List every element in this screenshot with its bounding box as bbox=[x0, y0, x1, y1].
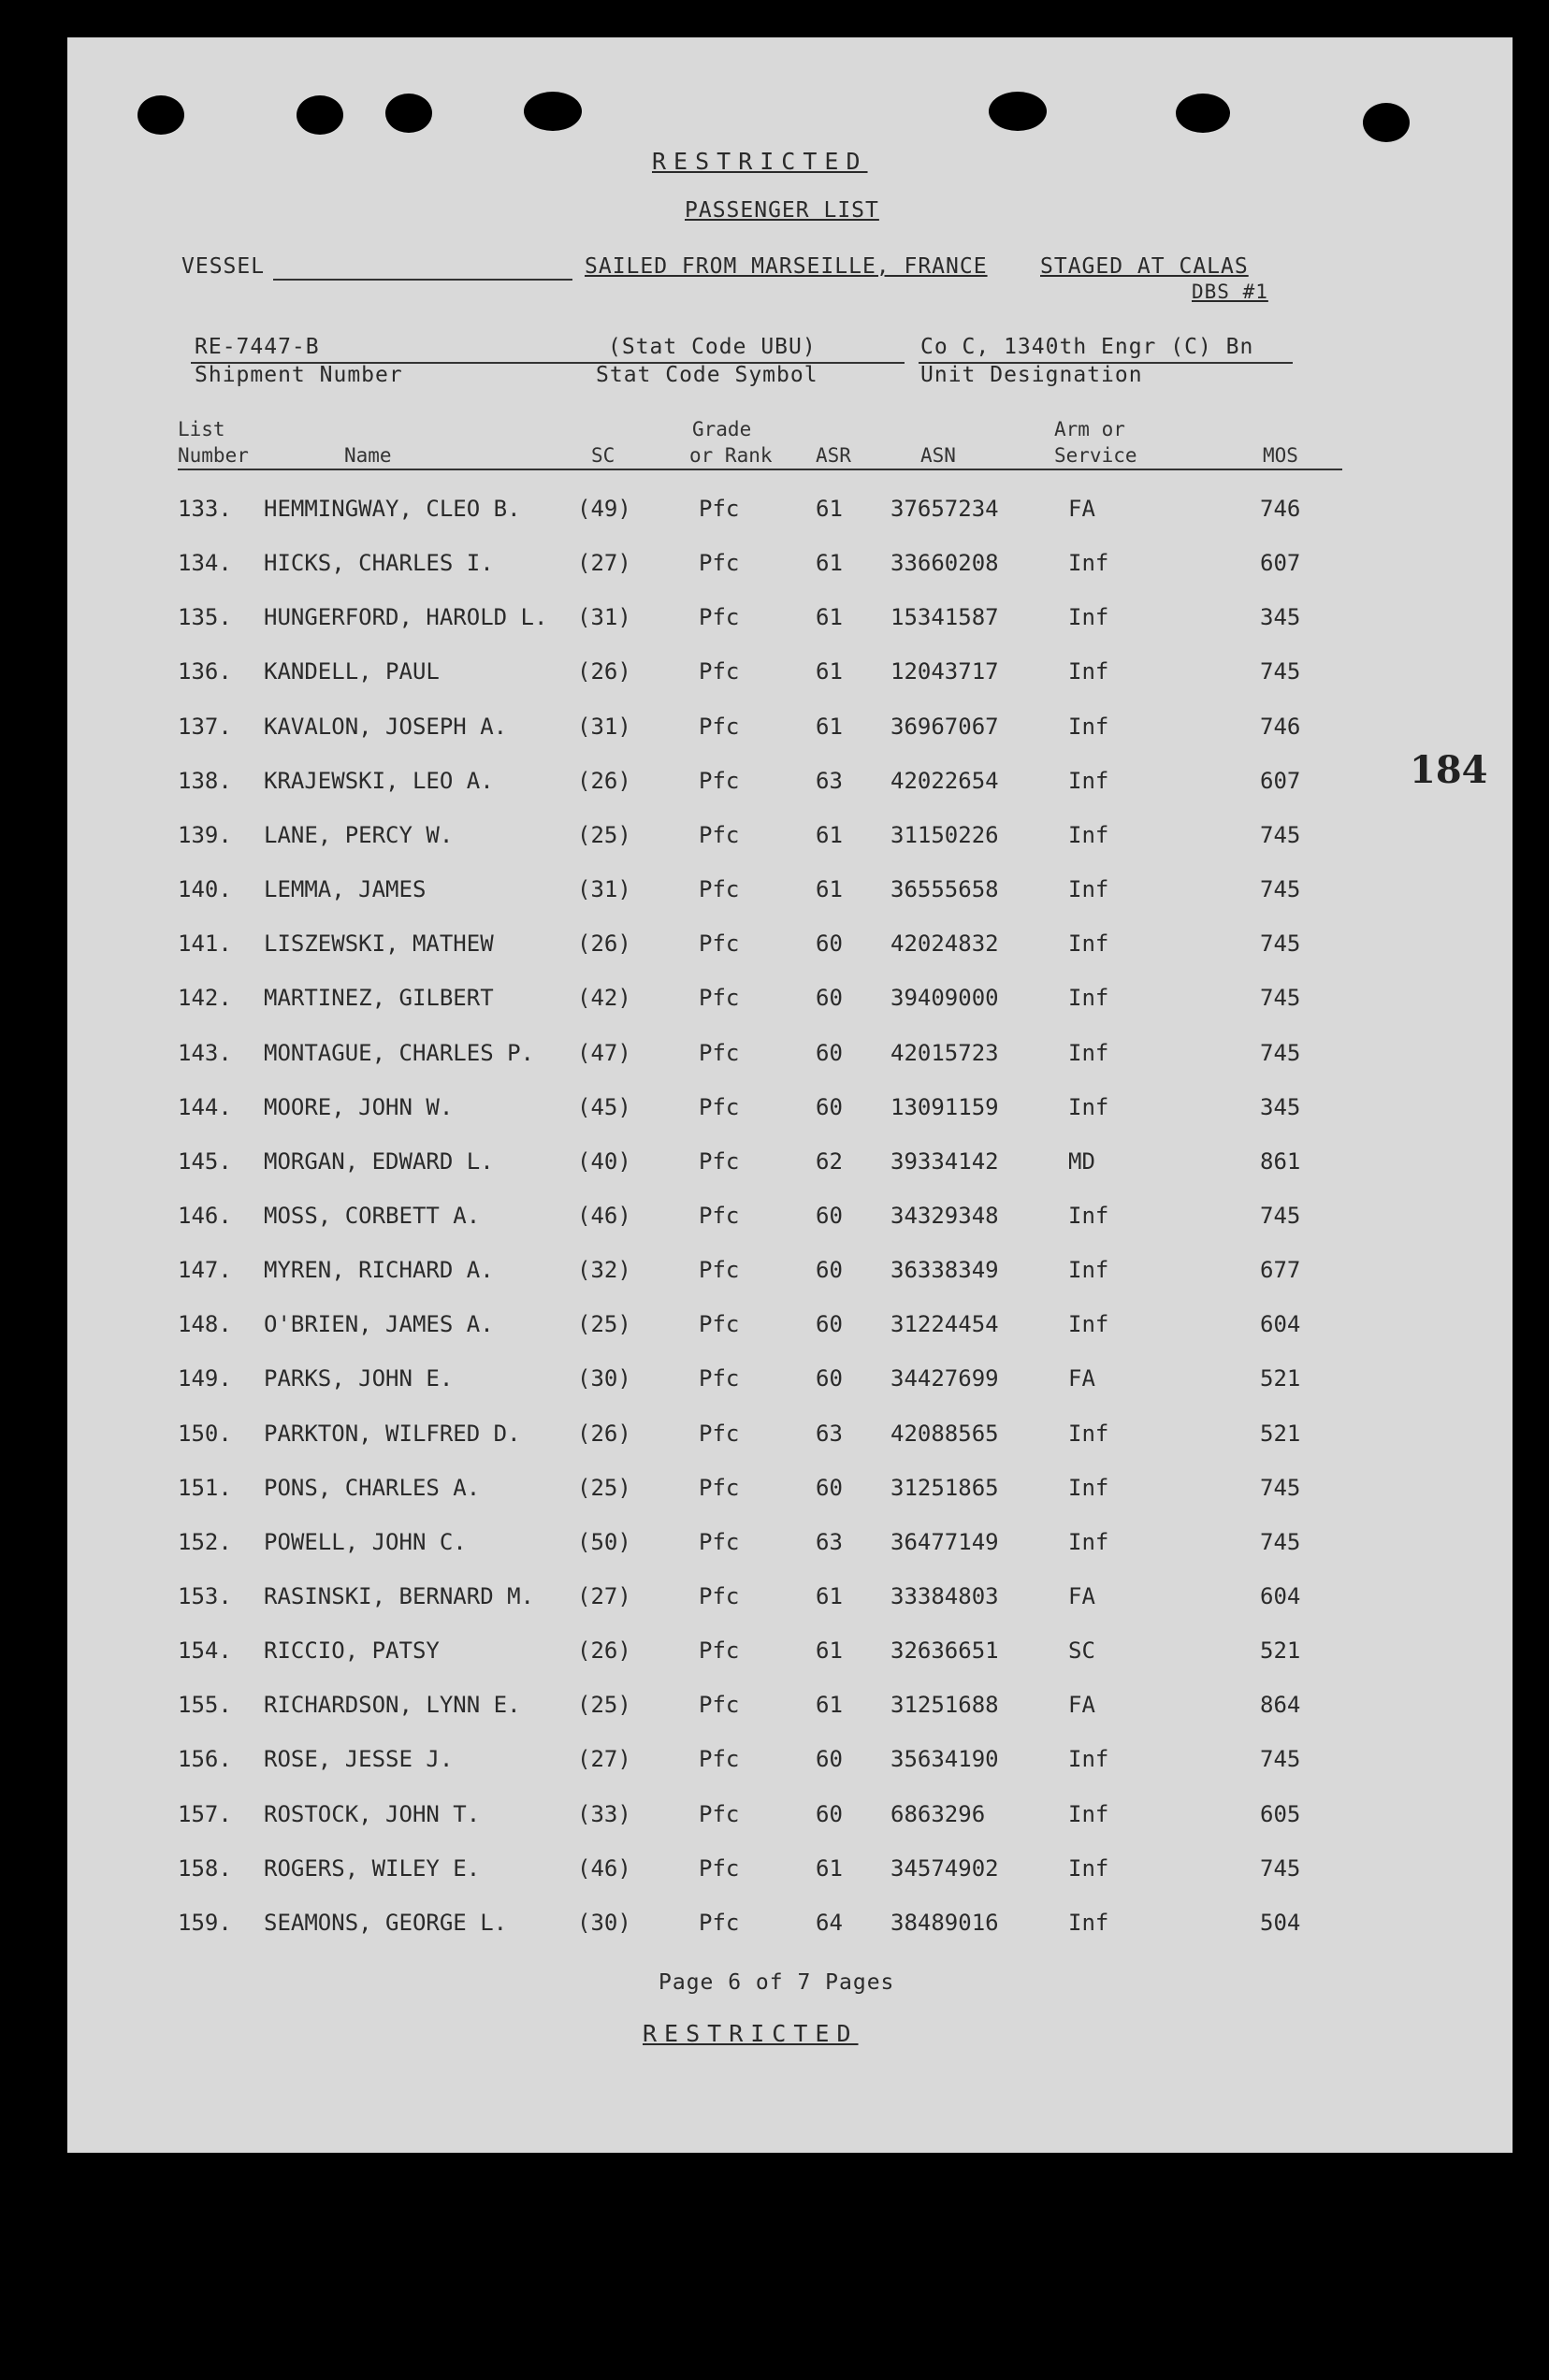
table-row bbox=[67, 1855, 1513, 1893]
cell-grade: Pfc bbox=[699, 876, 740, 903]
cell-asn: 36967067 bbox=[890, 713, 999, 740]
cell-asn: 42024832 bbox=[890, 930, 999, 958]
staged-at: STAGED AT CALAS bbox=[1040, 254, 1249, 279]
punch-hole bbox=[1363, 103, 1410, 142]
cell-sc: (45) bbox=[577, 1093, 631, 1120]
cell-asr: 61 bbox=[816, 821, 843, 848]
shipment-number-value: RE-7447-B bbox=[195, 335, 320, 359]
cell-name: MONTAGUE, CHARLES P. bbox=[264, 1039, 534, 1066]
table-row bbox=[67, 1801, 1513, 1839]
cell-sc: (26) bbox=[577, 930, 631, 958]
table-row bbox=[67, 1257, 1513, 1294]
cell-asr: 60 bbox=[816, 1257, 843, 1284]
cell-num: 151. bbox=[178, 1474, 232, 1501]
page-footer: Page 6 of 7 Pages bbox=[659, 1970, 895, 1995]
cell-arm: Inf bbox=[1068, 1474, 1109, 1501]
cell-grade: Pfc bbox=[699, 1420, 740, 1447]
cell-name: HICKS, CHARLES I. bbox=[264, 550, 494, 577]
cell-asr: 61 bbox=[816, 604, 843, 631]
header-underline bbox=[178, 469, 1342, 470]
cell-mos: 745 bbox=[1260, 1202, 1301, 1229]
punch-hole bbox=[989, 92, 1047, 131]
cell-mos: 521 bbox=[1260, 1420, 1301, 1447]
cell-mos: 745 bbox=[1260, 1854, 1301, 1882]
cell-asr: 63 bbox=[816, 1528, 843, 1555]
cell-mos: 677 bbox=[1260, 1257, 1301, 1284]
cell-arm: Inf bbox=[1068, 1202, 1109, 1229]
table-row bbox=[67, 1040, 1513, 1077]
cell-arm: FA bbox=[1068, 1692, 1095, 1719]
cell-asr: 60 bbox=[816, 1800, 843, 1827]
cell-grade: Pfc bbox=[699, 1528, 740, 1555]
sailed-from: SAILED FROM MARSEILLE, FRANCE bbox=[585, 254, 988, 279]
cell-sc: (30) bbox=[577, 1365, 631, 1392]
cell-num: 137. bbox=[178, 713, 232, 740]
cell-sc: (27) bbox=[577, 1583, 631, 1609]
header-arm-2: Service bbox=[1054, 444, 1137, 467]
cell-mos: 745 bbox=[1260, 821, 1301, 848]
cell-arm: Inf bbox=[1068, 821, 1109, 848]
cell-asr: 60 bbox=[816, 985, 843, 1012]
cell-mos: 345 bbox=[1260, 604, 1301, 631]
cell-sc: (25) bbox=[577, 1692, 631, 1719]
table-row bbox=[67, 714, 1513, 751]
cell-asn: 35634190 bbox=[890, 1746, 999, 1773]
cell-mos: 607 bbox=[1260, 550, 1301, 577]
cell-grade: Pfc bbox=[699, 1202, 740, 1229]
cell-arm: SC bbox=[1068, 1637, 1095, 1665]
cell-arm: Inf bbox=[1068, 550, 1109, 577]
cell-mos: 745 bbox=[1260, 658, 1301, 685]
cell-asr: 61 bbox=[816, 1583, 843, 1609]
table-row bbox=[67, 1203, 1513, 1240]
cell-sc: (46) bbox=[577, 1202, 631, 1229]
cell-asr: 61 bbox=[816, 713, 843, 740]
cell-asn: 42088565 bbox=[890, 1420, 999, 1447]
cell-name: KANDELL, PAUL bbox=[264, 658, 440, 685]
cell-num: 152. bbox=[178, 1528, 232, 1555]
cell-mos: 861 bbox=[1260, 1147, 1301, 1175]
cell-grade: Pfc bbox=[699, 1583, 740, 1609]
cell-sc: (31) bbox=[577, 876, 631, 903]
cell-grade: Pfc bbox=[699, 1800, 740, 1827]
cell-asn: 6863296 bbox=[890, 1800, 986, 1827]
header-mos: MOS bbox=[1263, 444, 1298, 467]
cell-num: 150. bbox=[178, 1420, 232, 1447]
cell-arm: FA bbox=[1068, 496, 1095, 522]
cell-asr: 61 bbox=[816, 1854, 843, 1882]
cell-asr: 60 bbox=[816, 1093, 843, 1120]
cell-mos: 745 bbox=[1260, 876, 1301, 903]
table-row bbox=[67, 822, 1513, 859]
cell-name: LANE, PERCY W. bbox=[264, 821, 454, 848]
cell-name: POWELL, JOHN C. bbox=[264, 1528, 467, 1555]
cell-arm: Inf bbox=[1068, 1528, 1109, 1555]
table-row bbox=[67, 550, 1513, 587]
table-row bbox=[67, 496, 1513, 533]
cell-asn: 31251865 bbox=[890, 1474, 999, 1501]
cell-mos: 345 bbox=[1260, 1093, 1301, 1120]
header-name: Name bbox=[344, 444, 392, 467]
cell-grade: Pfc bbox=[699, 1365, 740, 1392]
cell-asn: 15341587 bbox=[890, 604, 999, 631]
cell-name: PARKTON, WILFRED D. bbox=[264, 1420, 521, 1447]
cell-arm: Inf bbox=[1068, 1420, 1109, 1447]
cell-num: 133. bbox=[178, 496, 232, 522]
cell-num: 142. bbox=[178, 985, 232, 1012]
cell-name: KAVALON, JOSEPH A. bbox=[264, 713, 508, 740]
cell-name: O'BRIEN, JAMES A. bbox=[264, 1311, 494, 1338]
cell-grade: Pfc bbox=[699, 496, 740, 522]
cell-arm: Inf bbox=[1068, 985, 1109, 1012]
cell-arm: Inf bbox=[1068, 1039, 1109, 1066]
cell-sc: (31) bbox=[577, 604, 631, 631]
cell-name: RASINSKI, BERNARD M. bbox=[264, 1583, 534, 1609]
cell-num: 138. bbox=[178, 767, 232, 794]
punch-hole bbox=[385, 94, 432, 133]
cell-num: 139. bbox=[178, 821, 232, 848]
cell-mos: 605 bbox=[1260, 1800, 1301, 1827]
cell-asn: 12043717 bbox=[890, 658, 999, 685]
unit-designation-label: Unit Designation bbox=[920, 363, 1143, 387]
cell-name: MYREN, RICHARD A. bbox=[264, 1257, 494, 1284]
cell-arm: Inf bbox=[1068, 1800, 1109, 1827]
cell-asn: 37657234 bbox=[890, 496, 999, 522]
cell-asr: 60 bbox=[816, 1746, 843, 1773]
cell-sc: (46) bbox=[577, 1854, 631, 1882]
cell-name: ROSTOCK, JOHN T. bbox=[264, 1800, 481, 1827]
cell-asn: 39334142 bbox=[890, 1147, 999, 1175]
cell-mos: 746 bbox=[1260, 713, 1301, 740]
cell-num: 134. bbox=[178, 550, 232, 577]
cell-arm: Inf bbox=[1068, 658, 1109, 685]
cell-arm: MD bbox=[1068, 1147, 1095, 1175]
cell-name: MOSS, CORBETT A. bbox=[264, 1202, 481, 1229]
cell-name: PONS, CHARLES A. bbox=[264, 1474, 481, 1501]
cell-sc: (32) bbox=[577, 1257, 631, 1284]
cell-grade: Pfc bbox=[699, 930, 740, 958]
cell-sc: (26) bbox=[577, 658, 631, 685]
cell-arm: Inf bbox=[1068, 713, 1109, 740]
cell-sc: (31) bbox=[577, 713, 631, 740]
cell-mos: 521 bbox=[1260, 1365, 1301, 1392]
cell-grade: Pfc bbox=[699, 1093, 740, 1120]
cell-grade: Pfc bbox=[699, 1909, 740, 1936]
cell-asr: 61 bbox=[816, 550, 843, 577]
header-grade: Grade bbox=[692, 418, 752, 440]
cell-arm: Inf bbox=[1068, 1909, 1109, 1936]
cell-asn: 42022654 bbox=[890, 767, 999, 794]
cell-grade: Pfc bbox=[699, 1147, 740, 1175]
cell-asr: 62 bbox=[816, 1147, 843, 1175]
shipment-number-label: Shipment Number bbox=[195, 363, 403, 387]
cell-name: ROGERS, WILEY E. bbox=[264, 1854, 481, 1882]
cell-name: HEMMINGWAY, CLEO B. bbox=[264, 496, 521, 522]
cell-num: 153. bbox=[178, 1583, 232, 1609]
header-grade-2: or Rank bbox=[689, 444, 773, 467]
cell-asn: 31150226 bbox=[890, 821, 999, 848]
cell-asn: 31224454 bbox=[890, 1311, 999, 1338]
cell-asn: 34574902 bbox=[890, 1854, 999, 1882]
header-list-number: List bbox=[178, 418, 225, 440]
cell-mos: 604 bbox=[1260, 1311, 1301, 1338]
cell-sc: (33) bbox=[577, 1800, 631, 1827]
cell-mos: 607 bbox=[1260, 767, 1301, 794]
cell-asr: 60 bbox=[816, 930, 843, 958]
cell-arm: Inf bbox=[1068, 1311, 1109, 1338]
vessel-line bbox=[273, 279, 572, 281]
header-asr: ASR bbox=[816, 444, 851, 467]
table-row bbox=[67, 658, 1513, 696]
cell-num: 136. bbox=[178, 658, 232, 685]
cell-name: ROSE, JESSE J. bbox=[264, 1746, 454, 1773]
cell-asr: 60 bbox=[816, 1202, 843, 1229]
cell-name: MOORE, JOHN W. bbox=[264, 1093, 454, 1120]
cell-asn: 33384803 bbox=[890, 1583, 999, 1609]
cell-name: MARTINEZ, GILBERT bbox=[264, 985, 494, 1012]
stat-code-label: Stat Code Symbol bbox=[596, 363, 818, 387]
cell-mos: 745 bbox=[1260, 985, 1301, 1012]
cell-arm: Inf bbox=[1068, 930, 1109, 958]
cell-grade: Pfc bbox=[699, 1692, 740, 1719]
cell-grade: Pfc bbox=[699, 821, 740, 848]
cell-asn: 34329348 bbox=[890, 1202, 999, 1229]
table-row bbox=[67, 1692, 1513, 1729]
stat-code-value: (Stat Code UBU) bbox=[608, 335, 817, 359]
table-row bbox=[67, 768, 1513, 805]
header-arm: Arm or bbox=[1054, 418, 1125, 440]
cell-num: 135. bbox=[178, 604, 232, 631]
cell-num: 155. bbox=[178, 1692, 232, 1719]
cell-num: 159. bbox=[178, 1909, 232, 1936]
cell-num: 149. bbox=[178, 1365, 232, 1392]
cell-asn: 38489016 bbox=[890, 1909, 999, 1936]
cell-grade: Pfc bbox=[699, 1474, 740, 1501]
cell-num: 156. bbox=[178, 1746, 232, 1773]
cell-mos: 504 bbox=[1260, 1909, 1301, 1936]
cell-name: KRAJEWSKI, LEO A. bbox=[264, 767, 494, 794]
cell-name: RICCIO, PATSY bbox=[264, 1637, 440, 1665]
cell-arm: Inf bbox=[1068, 767, 1109, 794]
cell-arm: Inf bbox=[1068, 1746, 1109, 1773]
cell-num: 158. bbox=[178, 1854, 232, 1882]
cell-sc: (47) bbox=[577, 1039, 631, 1066]
cell-grade: Pfc bbox=[699, 550, 740, 577]
cell-num: 147. bbox=[178, 1257, 232, 1284]
cell-mos: 746 bbox=[1260, 496, 1301, 522]
cell-sc: (30) bbox=[577, 1909, 631, 1936]
table-row bbox=[67, 1421, 1513, 1458]
cell-num: 157. bbox=[178, 1800, 232, 1827]
cell-sc: (27) bbox=[577, 1746, 631, 1773]
cell-sc: (26) bbox=[577, 1637, 631, 1665]
table-row bbox=[67, 1365, 1513, 1403]
cell-asn: 42015723 bbox=[890, 1039, 999, 1066]
cell-grade: Pfc bbox=[699, 1039, 740, 1066]
table-row bbox=[67, 1910, 1513, 1947]
cell-asr: 61 bbox=[816, 496, 843, 522]
cell-asn: 39409000 bbox=[890, 985, 999, 1012]
cell-name: LISZEWSKI, MATHEW bbox=[264, 930, 494, 958]
document-page bbox=[67, 37, 1513, 2153]
cell-grade: Pfc bbox=[699, 985, 740, 1012]
margin-page-number: 184 bbox=[1410, 748, 1488, 792]
unit-designation-value: Co C, 1340th Engr (C) Bn bbox=[920, 335, 1254, 359]
cell-asr: 60 bbox=[816, 1365, 843, 1392]
cell-name: RICHARDSON, LYNN E. bbox=[264, 1692, 521, 1719]
cell-sc: (25) bbox=[577, 1311, 631, 1338]
cell-name: HUNGERFORD, HAROLD L. bbox=[264, 604, 548, 631]
table-row bbox=[67, 1583, 1513, 1621]
cell-sc: (40) bbox=[577, 1147, 631, 1175]
cell-asr: 60 bbox=[816, 1311, 843, 1338]
header-asn: ASN bbox=[920, 444, 956, 467]
table-row bbox=[67, 1529, 1513, 1566]
cell-name: SEAMONS, GEORGE L. bbox=[264, 1909, 508, 1936]
cell-grade: Pfc bbox=[699, 604, 740, 631]
cell-sc: (26) bbox=[577, 1420, 631, 1447]
punch-hole bbox=[1176, 94, 1230, 133]
cell-grade: Pfc bbox=[699, 713, 740, 740]
cell-mos: 745 bbox=[1260, 1528, 1301, 1555]
cell-arm: FA bbox=[1068, 1365, 1095, 1392]
cell-grade: Pfc bbox=[699, 1637, 740, 1665]
cell-sc: (42) bbox=[577, 985, 631, 1012]
header-sc: SC bbox=[591, 444, 615, 467]
cell-asr: 64 bbox=[816, 1909, 843, 1936]
cell-num: 140. bbox=[178, 876, 232, 903]
table-row bbox=[67, 604, 1513, 642]
cell-mos: 864 bbox=[1260, 1692, 1301, 1719]
cell-asn: 36338349 bbox=[890, 1257, 999, 1284]
cell-asr: 61 bbox=[816, 1692, 843, 1719]
table-row bbox=[67, 1475, 1513, 1512]
cell-arm: Inf bbox=[1068, 604, 1109, 631]
cell-num: 141. bbox=[178, 930, 232, 958]
punch-hole bbox=[297, 95, 343, 135]
cell-num: 145. bbox=[178, 1147, 232, 1175]
cell-asr: 63 bbox=[816, 767, 843, 794]
punch-hole bbox=[524, 92, 582, 131]
cell-asr: 61 bbox=[816, 876, 843, 903]
cell-num: 148. bbox=[178, 1311, 232, 1338]
cell-name: PARKS, JOHN E. bbox=[264, 1365, 454, 1392]
cell-mos: 745 bbox=[1260, 1039, 1301, 1066]
table-row bbox=[67, 985, 1513, 1022]
cell-num: 144. bbox=[178, 1093, 232, 1120]
cell-grade: Pfc bbox=[699, 658, 740, 685]
vessel-label: VESSEL bbox=[181, 254, 266, 279]
cell-mos: 604 bbox=[1260, 1583, 1301, 1609]
cell-num: 143. bbox=[178, 1039, 232, 1066]
header-list-number-2: Number bbox=[178, 444, 249, 467]
table-row bbox=[67, 1094, 1513, 1132]
table-row bbox=[67, 1311, 1513, 1349]
cell-num: 146. bbox=[178, 1202, 232, 1229]
table-row bbox=[67, 876, 1513, 914]
cell-grade: Pfc bbox=[699, 1746, 740, 1773]
cell-mos: 745 bbox=[1260, 1474, 1301, 1501]
cell-sc: (26) bbox=[577, 767, 631, 794]
punch-hole bbox=[138, 95, 184, 135]
cell-sc: (25) bbox=[577, 821, 631, 848]
cell-arm: Inf bbox=[1068, 1093, 1109, 1120]
cell-asn: 33660208 bbox=[890, 550, 999, 577]
cell-arm: Inf bbox=[1068, 1257, 1109, 1284]
cell-name: LEMMA, JAMES bbox=[264, 876, 427, 903]
restricted-footer: RESTRICTED bbox=[643, 2020, 859, 2047]
cell-asr: 61 bbox=[816, 1637, 843, 1665]
cell-grade: Pfc bbox=[699, 1257, 740, 1284]
cell-num: 154. bbox=[178, 1637, 232, 1665]
table-row bbox=[67, 1148, 1513, 1186]
table-row bbox=[67, 1746, 1513, 1783]
cell-asr: 60 bbox=[816, 1039, 843, 1066]
cell-grade: Pfc bbox=[699, 767, 740, 794]
cell-name: MORGAN, EDWARD L. bbox=[264, 1147, 494, 1175]
cell-asn: 36555658 bbox=[890, 876, 999, 903]
cell-sc: (49) bbox=[577, 496, 631, 522]
cell-mos: 745 bbox=[1260, 1746, 1301, 1773]
table-row bbox=[67, 1637, 1513, 1675]
cell-asr: 60 bbox=[816, 1474, 843, 1501]
cell-sc: (27) bbox=[577, 550, 631, 577]
cell-asn: 36477149 bbox=[890, 1528, 999, 1555]
staged-at-line2: DBS #1 bbox=[1192, 281, 1268, 303]
cell-mos: 745 bbox=[1260, 930, 1301, 958]
cell-arm: FA bbox=[1068, 1583, 1095, 1609]
cell-asn: 34427699 bbox=[890, 1365, 999, 1392]
restricted-header: RESTRICTED bbox=[652, 148, 868, 175]
cell-asr: 61 bbox=[816, 658, 843, 685]
cell-asn: 31251688 bbox=[890, 1692, 999, 1719]
cell-mos: 521 bbox=[1260, 1637, 1301, 1665]
cell-asr: 63 bbox=[816, 1420, 843, 1447]
table-row bbox=[67, 930, 1513, 968]
cell-grade: Pfc bbox=[699, 1311, 740, 1338]
cell-sc: (50) bbox=[577, 1528, 631, 1555]
cell-asn: 13091159 bbox=[890, 1093, 999, 1120]
cell-arm: Inf bbox=[1068, 876, 1109, 903]
cell-arm: Inf bbox=[1068, 1854, 1109, 1882]
cell-grade: Pfc bbox=[699, 1854, 740, 1882]
passenger-list-title: PASSENGER LIST bbox=[685, 198, 879, 223]
cell-sc: (25) bbox=[577, 1474, 631, 1501]
cell-asn: 32636651 bbox=[890, 1637, 999, 1665]
